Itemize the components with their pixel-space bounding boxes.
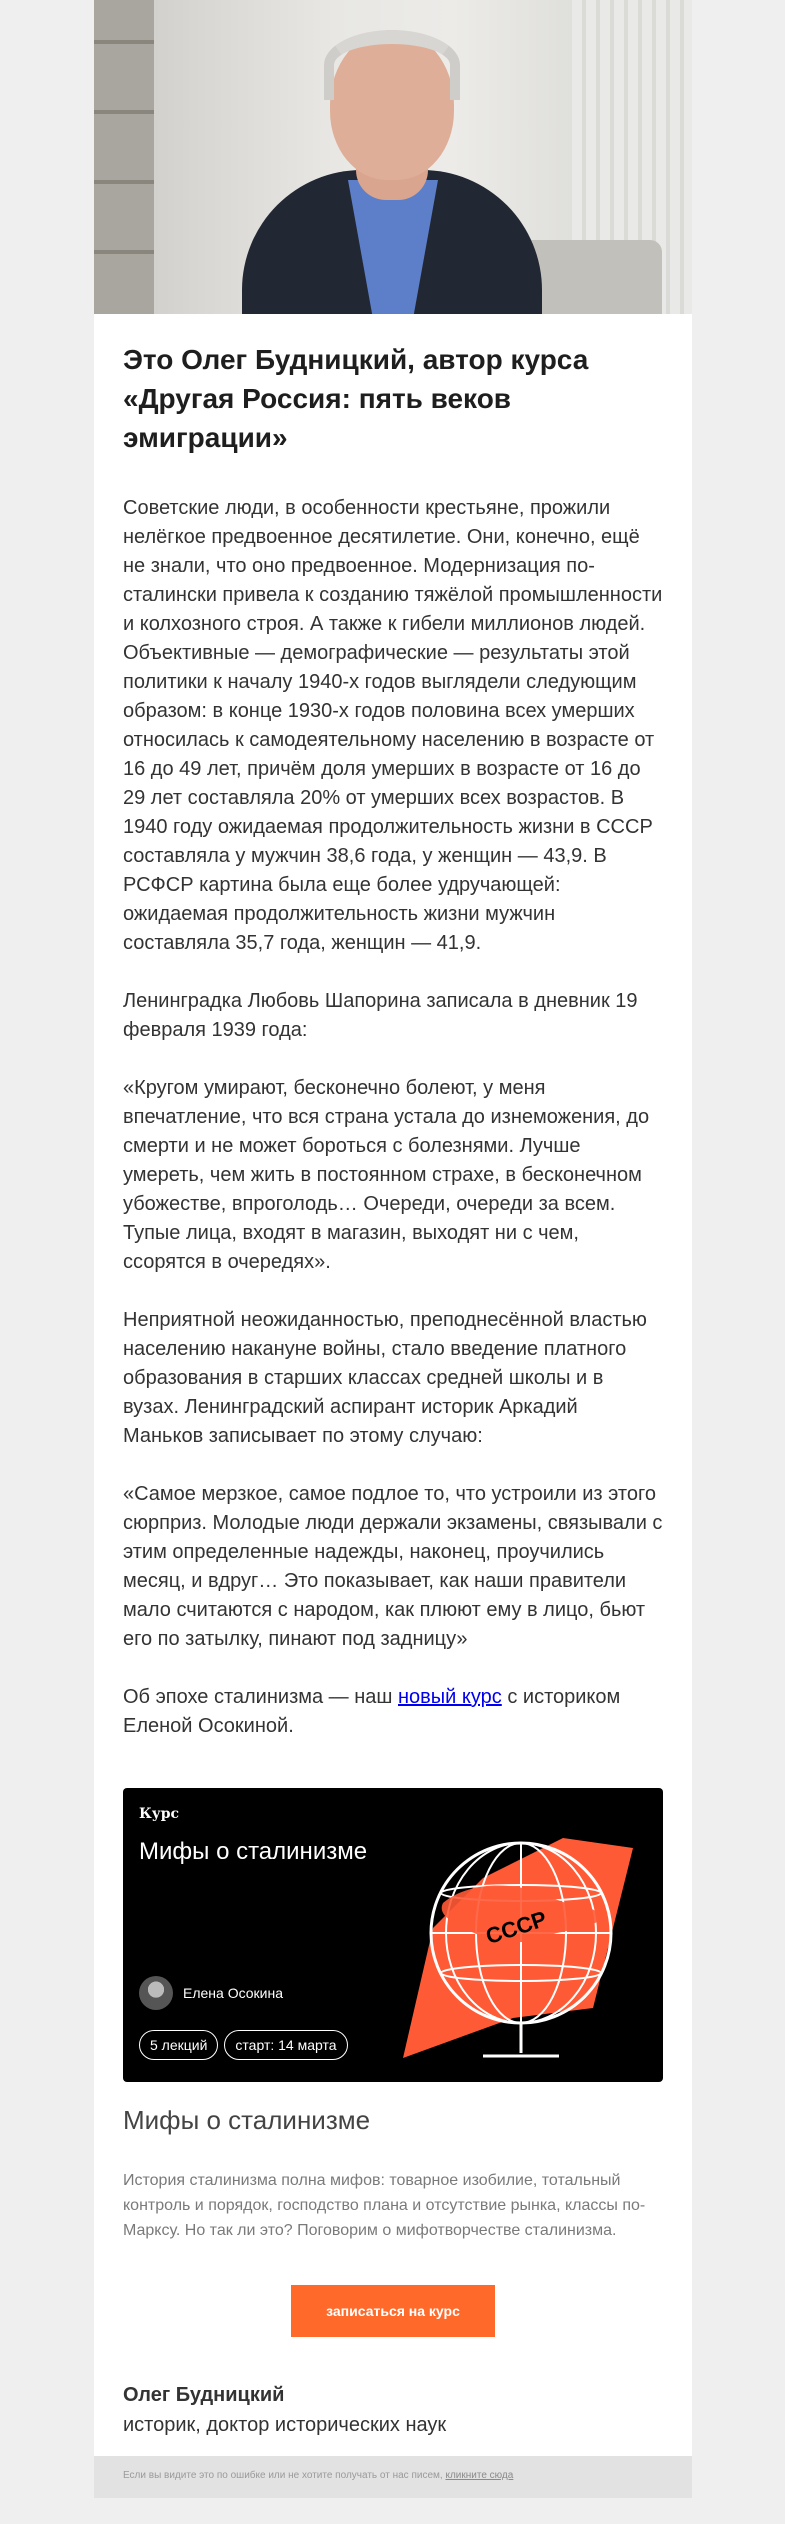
course-description: История сталинизма полна мифов: товарное изобилие, тотальный контроль и порядок, господство плана и отсутствие рынка, классы по-Марксу. Но так ли это? Поговорим о мифотворчестве сталинизма. [123,2172,646,2239]
new-course-link[interactable]: новый курс [398,1686,502,1708]
article-body [123,494,663,1770]
course-title: Мифы о сталинизме [123,2105,371,2135]
banner-chips [139,2030,348,2060]
paragraph-course-link: Об эпохе сталинизма — наш новый курс с историком Еленой Осокиной. [123,1686,621,1737]
footer [94,2456,692,2498]
brand-logo: Курс [139,1806,180,1822]
banner-title: Мифы о сталинизме [139,1838,368,1865]
paragraph: Советские люди, в особенности крестьяне, прожили нелёгкое предвоенное десятилетие. Они, конечно, ещё не знали, что оно предвоенное. Модернизация по-сталински привела к созданию тяжёлой промышленности и колхозного строя. А также к гибели миллионов людей. Объективные — демографические — результаты этой политики к началу 1940-х годов выглядели следующим образом: в конце 1930-х годов половина всех умерших относилась к самодеятельному населению в возрасте от 16 до 49 лет, причём доля умерших в возрасте от 16 до 29 лет составляла 20% от умерших всех возрастов. В 1940 году ожидаемая продолжительность жизни в СССР составляла у мужчин 38,6 года, у женщин — 43,9. В РСФСР картина была еще более удручающей: ожидаемая продолжительность жизни мужчин составляла 35,7 года, женщин — 41,9. [123,497,663,954]
unsubscribe-link[interactable]: кликните сюда [445,2470,514,2481]
unsubscribe-text: Если вы видите это по ошибке или не хотите получать от нас писем, кликните сюда [123,2470,514,2481]
globe-illustration [393,1808,643,2068]
paragraph: Ленинградка Любовь Шапорина записала в дневник 19 февраля 1939 года: [123,990,638,1041]
banner-author [139,1976,283,2010]
course-banner[interactable] [123,1788,663,2082]
globe-label: СССР [482,1905,550,1950]
author-name: Елена Осокина [183,1985,283,2001]
email-card [94,0,692,2498]
lectures-chip: 5 лекций [139,2030,218,2060]
quote-paragraph: «Самое мерзкое, самое подлое то, что устроили из этого сюрприз. Молодые люди держали экзамены, связывали с этим определенные надежды, наконец, проучились месяц, и вдруг… Это показывает, как наши правители мало считаются с народом, как плюют ему в лицо, бьют его по затылку, пинают под задницу» [123,1483,663,1650]
bookshelf [94,0,154,314]
paragraph: Неприятной неожиданностью, преподнесённой властью населению накануне войны, стало введение платного образования в старших классах средней школы и в вузах. Ленинградский аспирант историк Аркадий Маньков записывает по этому случаю: [123,1309,647,1447]
article-title: Это Олег Будницкий, автор курса «Другая Россия: пять веков эмиграции» [123,344,589,453]
person-hair [324,30,460,100]
author-signature-role: историк, доктор исторических наук [123,2414,447,2436]
hero-photo [94,0,692,314]
author-signature-name: Олег Будницкий [123,2384,285,2406]
enroll-button[interactable]: записаться на курс [291,2285,495,2337]
quote-paragraph: «Кругом умирают, бесконечно болеют, у меня впечатление, что вся страна устала до изнеможения, до смерти и не может бороться с болезнями. Лучше умереть, чем жить в постоянном страхе, в бесконечном убожестве, впроголодь… Очереди, очереди за всем. Тупые лица, входят в магазин, выходят ни с чем, ссорятся в очередях». [123,1077,650,1273]
start-date-chip: старт: 14 марта [224,2030,347,2060]
avatar [139,1976,173,2010]
